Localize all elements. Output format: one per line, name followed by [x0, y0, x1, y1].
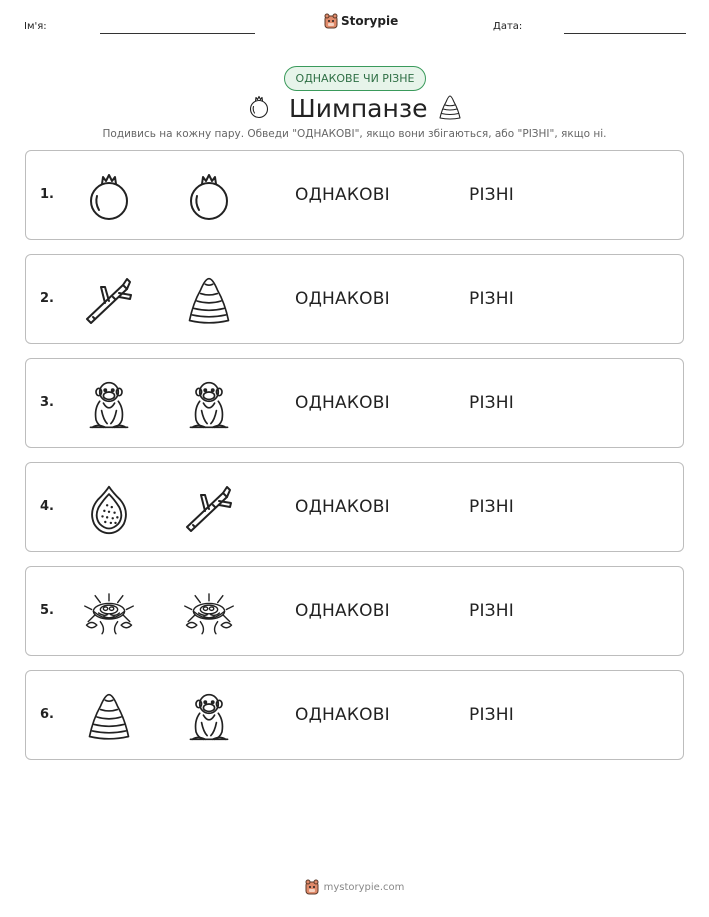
pomegranate-icon [183, 171, 235, 223]
worksheet-type-badge: ОДНАКОВЕ ЧИ РІЗНЕ [284, 66, 426, 91]
title-row [0, 92, 709, 126]
storypie-mascot-icon [305, 879, 319, 895]
page-title: Шимпанзе [289, 94, 428, 123]
fig-icon [83, 483, 135, 535]
exercise-row [25, 254, 684, 344]
instructions: Подивись на кожну пару. Обведи "ОДНАКОВІ", якщо вони збігаються, або "РІЗНІ", якщо ні. [102, 128, 607, 140]
termite-mound-icon [83, 691, 135, 743]
storypie-logo [324, 13, 398, 29]
option-same[interactable]: ОДНАКОВІ [295, 393, 390, 413]
option-different[interactable]: РІЗНІ [469, 289, 514, 309]
option-same[interactable]: ОДНАКОВІ [295, 185, 390, 205]
option-same[interactable]: ОДНАКОВІ [295, 705, 390, 725]
footer [0, 879, 709, 895]
exercise-row [25, 358, 684, 448]
name-field-line[interactable] [100, 33, 255, 34]
option-different[interactable]: РІЗНІ [469, 393, 514, 413]
termite-mound-icon [183, 275, 235, 327]
chimpanzee-icon [83, 379, 135, 431]
exercise-row [25, 462, 684, 552]
date-label: Дата: [493, 21, 523, 32]
row-number: 3. [40, 395, 54, 410]
pomegranate-icon [246, 94, 272, 120]
option-different[interactable]: РІЗНІ [469, 601, 514, 621]
storypie-mascot-icon [324, 13, 338, 29]
footer-url[interactable]: mystorypie.com [323, 881, 405, 893]
row-number: 4. [40, 499, 54, 514]
pomegranate-icon [83, 171, 135, 223]
option-different[interactable]: РІЗНІ [469, 497, 514, 517]
chimpanzee-icon [183, 379, 235, 431]
logo-text: Storypie [341, 14, 399, 28]
option-same[interactable]: ОДНАКОВІ [295, 289, 390, 309]
exercise-row [25, 670, 684, 760]
chimpanzee-icon [183, 691, 235, 743]
row-number: 6. [40, 707, 54, 722]
nest-icon [183, 587, 235, 639]
termite-mound-icon [437, 94, 463, 122]
option-same[interactable]: ОДНАКОВІ [295, 601, 390, 621]
stick-icon [83, 275, 135, 327]
option-different[interactable]: РІЗНІ [469, 705, 514, 725]
row-number: 2. [40, 291, 54, 306]
option-different[interactable]: РІЗНІ [469, 185, 514, 205]
row-number: 5. [40, 603, 54, 618]
date-field-line[interactable] [564, 33, 686, 34]
nest-icon [83, 587, 135, 639]
exercise-row [25, 150, 684, 240]
stick-icon [183, 483, 235, 535]
exercise-row [25, 566, 684, 656]
name-label: Ім'я: [24, 21, 47, 32]
row-number: 1. [40, 187, 54, 202]
option-same[interactable]: ОДНАКОВІ [295, 497, 390, 517]
